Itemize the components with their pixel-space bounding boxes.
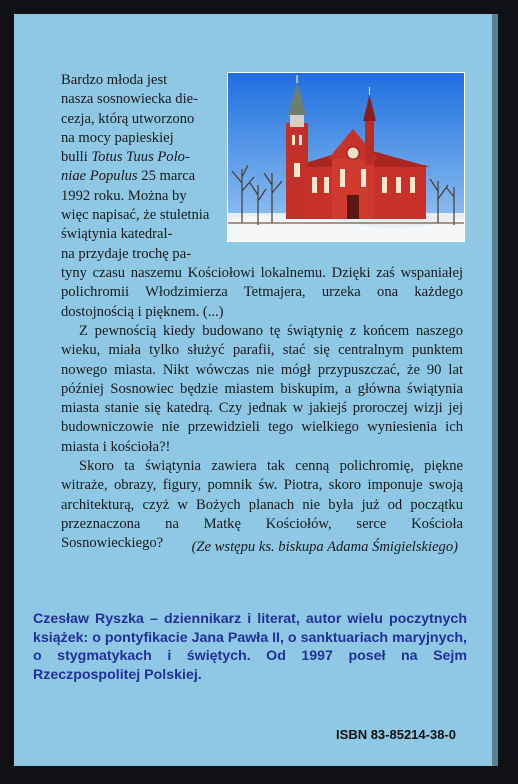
author-bio: Czesław Ryszka – dziennikarz i literat, autor wielu poczytnych książek: o pontyfikacie Jana Pawła II, o sanktuariach maryjnych, o stygmatykach i świętych. Od 1997 poseł na Sejm Rzeczpospolitej Polskiej. (33, 611, 467, 683)
intro-paragraph-continued: tyny czasu naszemu Kościołowi lokalnemu. Dzięki zaś wspaniałej polichromii Włodzimierza Tetmajera, urzeka ona każdego dostojnością i pięknem. (...) (61, 265, 463, 320)
text-line: więc napisać, że stuletnia (61, 207, 210, 224)
text-line: świątynia katedral- (61, 226, 173, 243)
text-line: na przydaje trochę pa- (61, 245, 192, 262)
bull-title-italic: Totus Tuus Polo- (91, 149, 190, 166)
paragraph-3: Skoro ta świątynia zawiera tak cenną polichromię, piękne witraże, obrazy, figury, pomnik św. Piotra, skoro imponuje swoją architekturą, czyż w Bożych planach nie była już od początku przeznaczona na Matkę Kościołów, serce Kościoła Sosnowieckiego? (61, 458, 463, 552)
quote-attribution: (Ze wstępu ks. biskupa Adama Śmigielskiego) (191, 539, 458, 555)
text-line: cezja, którą utworzono (61, 110, 195, 127)
text-line: Bardzo młoda jest (61, 72, 168, 88)
intro-paragraph-beside-photo (61, 71, 223, 264)
back-cover (14, 14, 498, 766)
paragraph-2: Z pewnością kiedy budowano tę świątynię z końcem naszego wieku, miała tylko służyć parafii, stać się centralnym punktem nowego miasta. Nikt wówczas nie mógł przypuszczać, że 90 lat później Sosnowiec będzie miastem biskupim, a główna świątynia miasta stanie się katedrą. Czy jednak w jakiejś proroczej wizji jej budowniczowie nie przewidzieli tego wielkiego wyniesienia ich miasta i kościoła?! (61, 323, 463, 455)
text-line: 1992 roku. Można by (61, 187, 187, 204)
bull-title-italic: niae Populus (61, 168, 138, 185)
text-line: na mocy papieskiej (61, 129, 174, 146)
text-line: bulli (61, 149, 92, 166)
cathedral-photo (227, 72, 465, 242)
isbn-number: ISBN 83-85214-38-0 (336, 727, 456, 742)
text-line: 25 marca (137, 168, 196, 185)
text-line: nasza sosnowiecka die- (61, 91, 198, 108)
